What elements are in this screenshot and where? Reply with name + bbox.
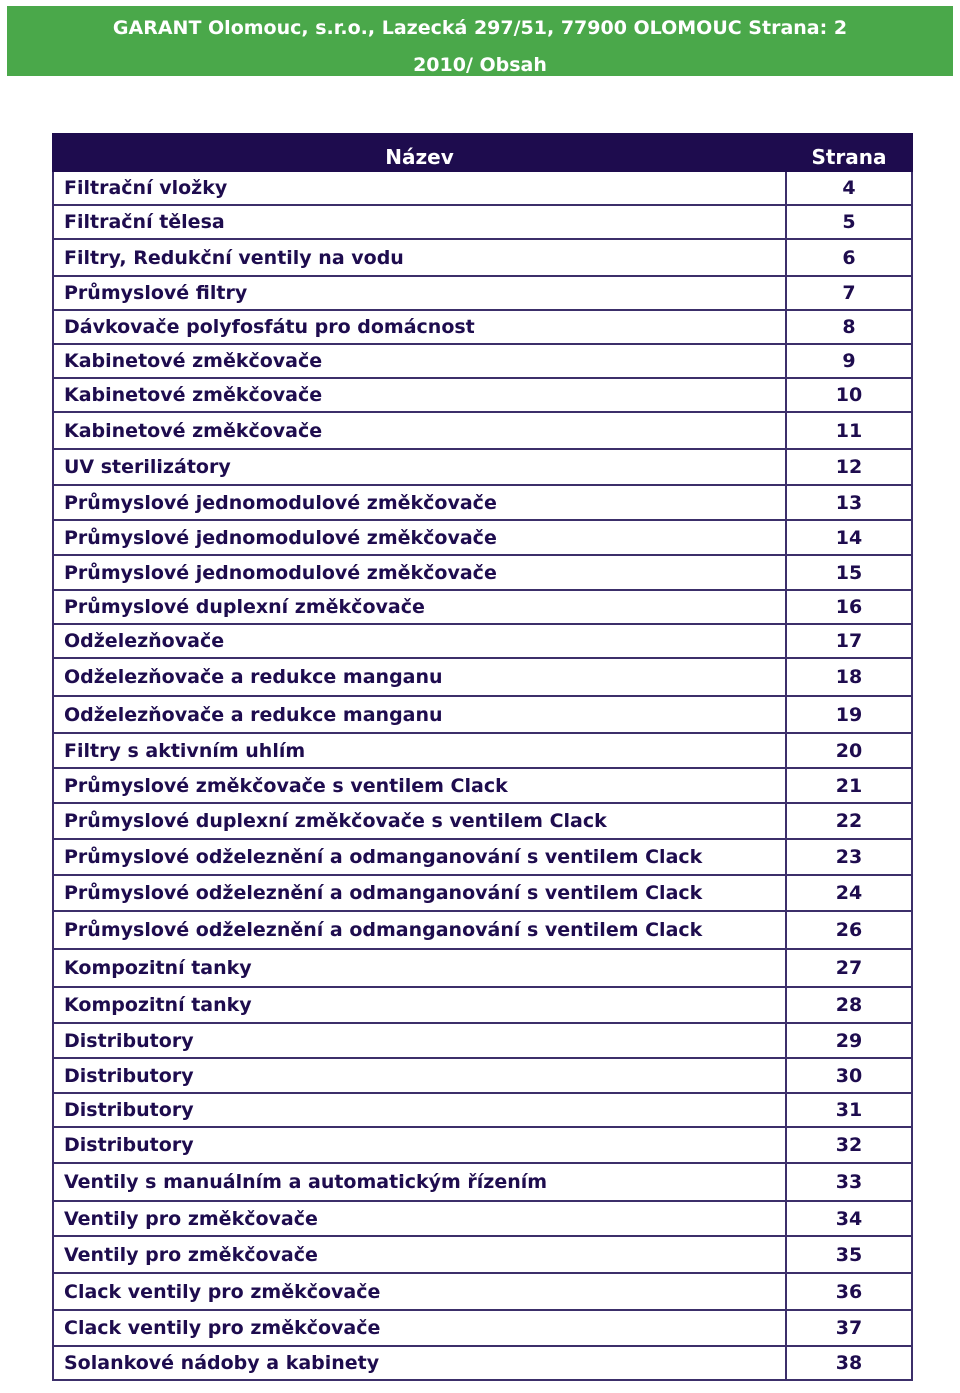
row-page-number: 7	[786, 276, 912, 310]
row-page-number: 27	[786, 949, 912, 987]
header-bar	[7, 6, 953, 76]
row-title: Kompozitní tanky	[53, 987, 786, 1023]
row-page-number: 32	[786, 1127, 912, 1163]
row-page-number: 12	[786, 449, 912, 485]
row-page-number: 19	[786, 696, 912, 733]
row-title: Průmyslové filtry	[53, 276, 786, 310]
row-page-number: 8	[786, 310, 912, 344]
row-title: Dávkovače polyfosfátu pro domácnost	[53, 310, 786, 344]
row-title: Průmyslové odželeznění a odmanganování s ventilem Clack	[53, 839, 786, 875]
row-page-number: 23	[786, 839, 912, 875]
table-row	[53, 1273, 912, 1310]
row-title: Clack ventily pro změkčovače	[53, 1273, 786, 1310]
row-title: Odželezňovače a redukce manganu	[53, 696, 786, 733]
table-row	[53, 310, 912, 344]
row-page-number: 6	[786, 239, 912, 276]
table-row	[53, 624, 912, 658]
table-row	[53, 1093, 912, 1127]
row-page-number: 15	[786, 555, 912, 590]
row-title: Průmyslové odželeznění a odmanganování s ventilem Clack	[53, 911, 786, 949]
table-row	[53, 1058, 912, 1093]
row-page-number: 14	[786, 520, 912, 555]
row-title: Průmyslové duplexní změkčovače s ventilem Clack	[53, 803, 786, 839]
row-page-number: 36	[786, 1273, 912, 1310]
row-page-number: 21	[786, 768, 912, 803]
table-row	[53, 205, 912, 239]
row-page-number: 16	[786, 590, 912, 624]
row-title: Ventily pro změkčovače	[53, 1236, 786, 1273]
row-page-number: 30	[786, 1058, 912, 1093]
row-title: Filtry s aktivním uhlím	[53, 733, 786, 768]
row-title: Průmyslové jednomodulové změkčovače	[53, 485, 786, 520]
table-row	[53, 412, 912, 449]
table-row	[53, 1127, 912, 1163]
table-row	[53, 555, 912, 590]
table-row	[53, 378, 912, 412]
row-page-number: 26	[786, 911, 912, 949]
row-title: Kompozitní tanky	[53, 949, 786, 987]
row-title: Clack ventily pro změkčovače	[53, 1310, 786, 1346]
table-row	[53, 696, 912, 733]
row-title: Průmyslové změkčovače s ventilem Clack	[53, 768, 786, 803]
table-row	[53, 658, 912, 696]
table-row	[53, 449, 912, 485]
row-page-number: 5	[786, 205, 912, 239]
row-page-number: 34	[786, 1201, 912, 1236]
row-page-number: 17	[786, 624, 912, 658]
table-row	[53, 1163, 912, 1201]
row-page-number: 20	[786, 733, 912, 768]
row-title: Distributory	[53, 1058, 786, 1093]
table-row	[53, 239, 912, 276]
row-title: UV sterilizátory	[53, 449, 786, 485]
table-row	[53, 171, 912, 205]
row-page-number: 33	[786, 1163, 912, 1201]
row-page-number: 10	[786, 378, 912, 412]
table-row	[53, 987, 912, 1023]
row-title: Průmyslové jednomodulové změkčovače	[53, 555, 786, 590]
company-info: GARANT Olomouc, s.r.o., Lazecká 297/51, 77900 OLOMOUC Strana: 2	[112, 17, 848, 39]
table-row	[53, 839, 912, 875]
toc-body	[53, 171, 912, 1380]
row-title: Kabinetové změkčovače	[53, 412, 786, 449]
table-row	[53, 875, 912, 911]
table-row	[53, 1346, 912, 1380]
page-title: 2010/ Obsah	[413, 54, 547, 76]
table-row	[53, 1236, 912, 1273]
toc-table	[52, 133, 913, 1381]
column-header-page: Strana	[786, 134, 912, 171]
row-title: Kabinetové změkčovače	[53, 378, 786, 412]
row-title: Solankové nádoby a kabinety	[53, 1346, 786, 1380]
toc-header-row	[53, 134, 912, 171]
row-title: Distributory	[53, 1023, 786, 1058]
table-row	[53, 485, 912, 520]
row-page-number: 4	[786, 171, 912, 205]
table-row	[53, 1310, 912, 1346]
row-page-number: 38	[786, 1346, 912, 1380]
table-row	[53, 949, 912, 987]
table-row	[53, 520, 912, 555]
row-page-number: 11	[786, 412, 912, 449]
row-title: Odželezňovače	[53, 624, 786, 658]
row-title: Kabinetové změkčovače	[53, 344, 786, 378]
row-title: Filtrační vložky	[53, 171, 786, 205]
table-row	[53, 1023, 912, 1058]
row-page-number: 24	[786, 875, 912, 911]
table-row	[53, 344, 912, 378]
row-page-number: 22	[786, 803, 912, 839]
row-title: Distributory	[53, 1093, 786, 1127]
table-row	[53, 276, 912, 310]
row-title: Filtrační tělesa	[53, 205, 786, 239]
row-page-number: 13	[786, 485, 912, 520]
row-title: Ventily s manuálním a automatickým řízením	[53, 1163, 786, 1201]
row-page-number: 31	[786, 1093, 912, 1127]
table-row	[53, 1201, 912, 1236]
row-title: Průmyslové duplexní změkčovače	[53, 590, 786, 624]
row-title: Distributory	[53, 1127, 786, 1163]
column-header-name: Název	[53, 134, 786, 171]
table-row	[53, 590, 912, 624]
row-title: Odželezňovače a redukce manganu	[53, 658, 786, 696]
table-row	[53, 803, 912, 839]
row-page-number: 29	[786, 1023, 912, 1058]
row-page-number: 35	[786, 1236, 912, 1273]
row-page-number: 18	[786, 658, 912, 696]
row-title: Filtry, Redukční ventily na vodu	[53, 239, 786, 276]
table-row	[53, 733, 912, 768]
row-title: Ventily pro změkčovače	[53, 1201, 786, 1236]
row-title: Průmyslové jednomodulové změkčovače	[53, 520, 786, 555]
row-title: Průmyslové odželeznění a odmanganování s ventilem Clack	[53, 875, 786, 911]
row-page-number: 37	[786, 1310, 912, 1346]
row-page-number: 28	[786, 987, 912, 1023]
table-row	[53, 911, 912, 949]
table-row	[53, 768, 912, 803]
row-page-number: 9	[786, 344, 912, 378]
